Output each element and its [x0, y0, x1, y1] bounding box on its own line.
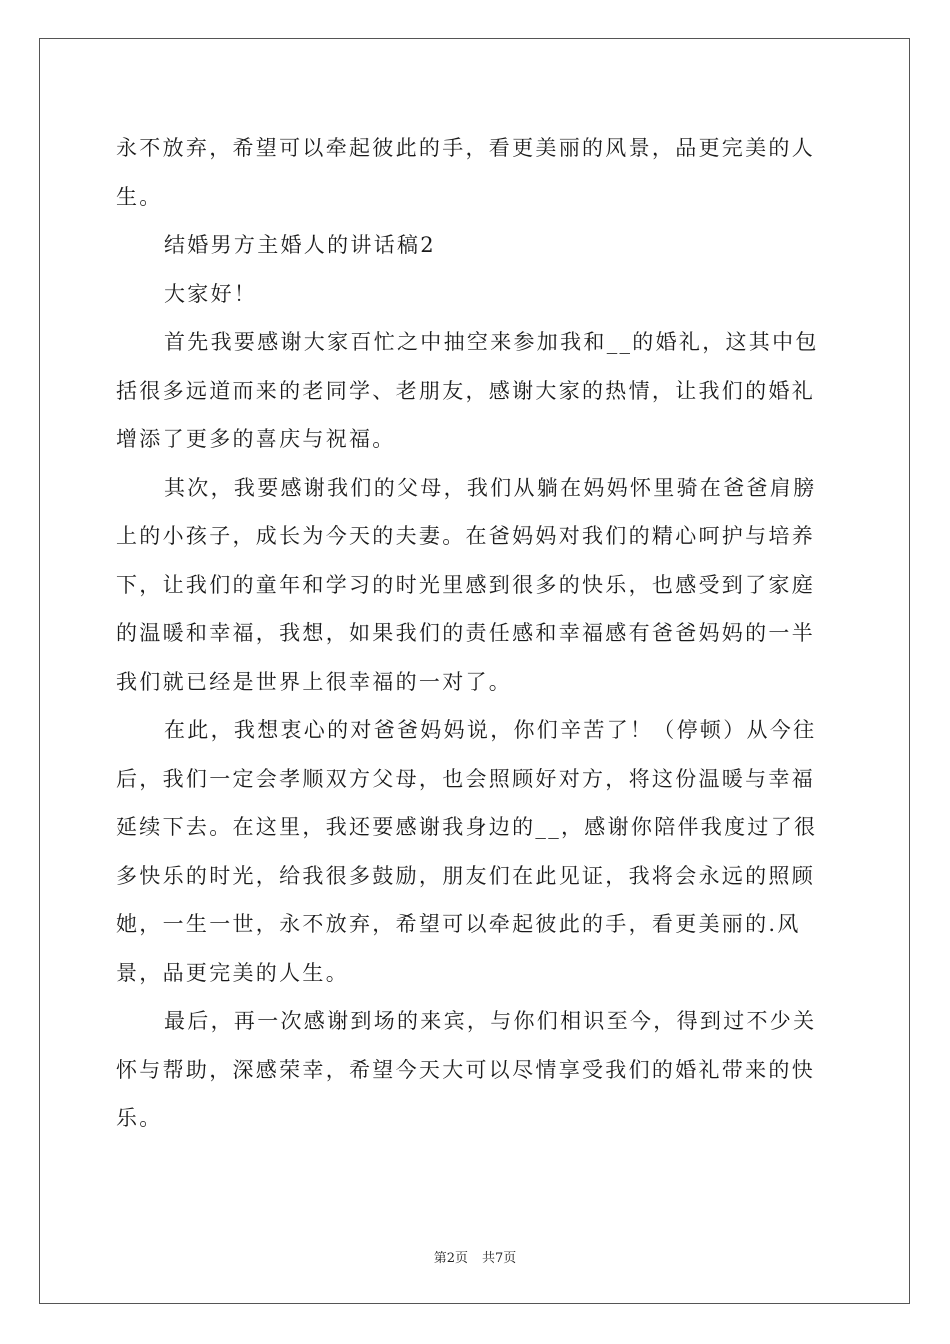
text-line: 首先我要感谢大家百忙之中抽空来参加我和__的婚礼，这其中包	[164, 330, 819, 354]
text-line: 怀与帮助，深感荣幸，希望今天大可以尽情享受我们的婚礼带来的快	[116, 1057, 815, 1082]
text-line: 括很多远道而来的老同学、老朋友，感谢大家的热情，让我们的婚礼	[116, 378, 815, 403]
text-line: 增添了更多的喜庆与祝福。	[116, 427, 396, 451]
section-title: 结婚男方主婚人的讲话稿2	[164, 233, 436, 257]
text-line: 多快乐的时光，给我很多鼓励，朋友们在此见证，我将会永远的照顾	[116, 863, 815, 888]
page-footer	[0, 1247, 950, 1266]
text-line: 上的小孩子，成长为今天的夫妻。在爸妈妈对我们的精心呵护与培养	[116, 524, 815, 548]
text-line: 永不放弃，希望可以牵起彼此的手，看更美丽的风景，品更完美的人	[116, 136, 815, 160]
text-line: 其次，我要感谢我们的父母，我们从躺在妈妈怀里骑在爸爸肩膀	[164, 475, 817, 500]
text-line: 乐。	[116, 1106, 163, 1130]
text-line: 景，品更完美的人生。	[116, 960, 349, 985]
text-line: 的温暖和幸福，我想，如果我们的责任感和幸福感有爸爸妈妈的一半	[116, 621, 815, 645]
document-body	[116, 124, 834, 1143]
page-total: 共7页	[482, 1251, 517, 1266]
text-line: 她，一生一世，永不放弃，希望可以牵起彼此的手，看更美丽的.风	[116, 912, 801, 936]
text-line: 生。	[116, 184, 163, 209]
text-line: 在此，我想衷心的对爸爸妈妈说，你们辛苦了！（停顿）从今往	[164, 718, 817, 742]
greeting: 大家好！	[164, 281, 258, 306]
text-line: 我们就已经是世界上很幸福的一对了。	[116, 669, 513, 694]
text-line: 最后，再一次感谢到场的来宾，与你们相识至今，得到过不少关	[164, 1009, 817, 1033]
text-line: 下，让我们的童年和学习的时光里感到很多的快乐，也感受到了家庭	[116, 572, 815, 597]
text-line: 后，我们一定会孝顺双方父母，也会照顾好对方，将这份温暖与幸福	[116, 766, 815, 791]
page-number: 第2页	[433, 1251, 468, 1266]
text-line: 延续下去。在这里，我还要感谢我身边的__，感谢你陪伴我度过了很	[116, 815, 818, 839]
